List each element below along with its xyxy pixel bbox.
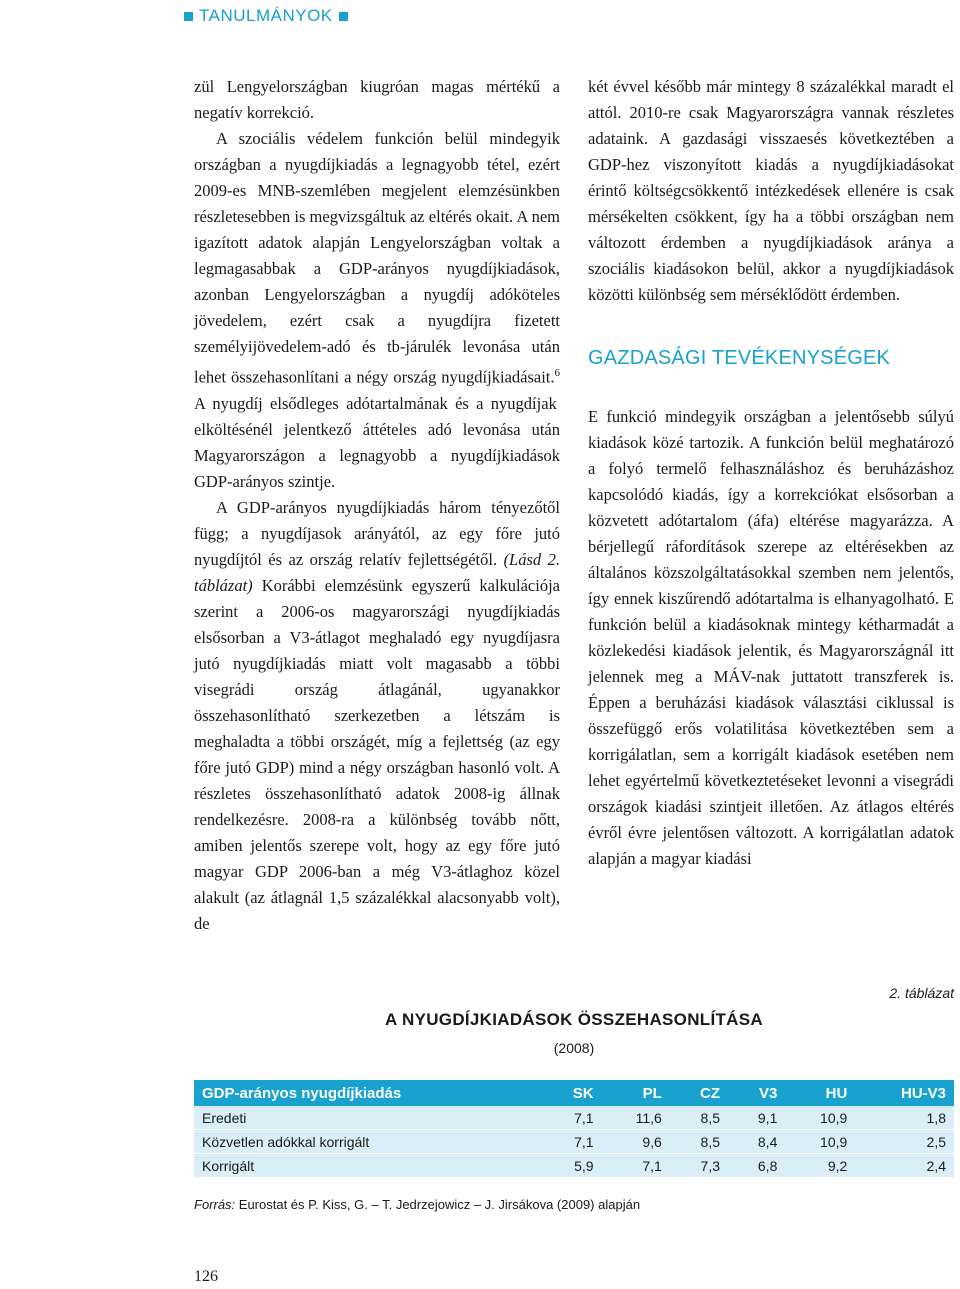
section-heading: GAZDASÁGI TEVÉKENYSÉGEK: [588, 347, 891, 369]
square-bullet-icon: [339, 12, 348, 21]
table-reference: (Lásd 2. táblázat): [194, 549, 560, 595]
table-cell: 7,1: [542, 1106, 602, 1130]
comparison-table: [194, 1080, 954, 1178]
table-row: [194, 1106, 954, 1130]
source-text: Eurostat és P. Kiss, G. – T. Jedrzejowicz – J. Jirsákova (2009) alapján: [235, 1197, 641, 1212]
table-cell: Korrigált: [194, 1154, 542, 1178]
table-cell: Eredeti: [194, 1106, 542, 1130]
table-cell: 11,6: [602, 1106, 670, 1130]
table-cell: Közvetlen adókkal korrigált: [194, 1130, 542, 1154]
table-cell: 7,1: [602, 1154, 670, 1178]
table-cell: 2,4: [855, 1154, 954, 1178]
paragraph: A szociális védelem funkción belül mindegyik országban a nyugdíjkiadás a legnagyobb tétel, ezért 2009-es MNB-szemlében megjelent elemzésünkben részletesebben is megvizsgáltuk az eltérés okait. A nem igazított adatok alapján Lengyelországban voltak a legmagasabbak a GDP-arányos nyugdíjkiadások, azonban Lengyelországban a nyugdíj adóköteles jövedelem, ezért csak a nyugdíjra fizetett személyijövedelem-adó és tb-járulék levonása után lehet összehasonlítani a négy ország nyugdíjkiadásait.$^6$ A nyugdíj elsődleges adótartalmának és a nyugdíjak elköltésénél jelentkező áttételes adó levonása után Magyarországon a legnagyobb a nyugdíjkiadások GDP-arányos szintje.: [194, 129, 560, 491]
column-header: PL: [602, 1080, 670, 1106]
table-cell: 9,1: [728, 1106, 785, 1130]
table-cell: 8,5: [670, 1106, 728, 1130]
paragraph: két évvel később már mintegy 8 százalékkal maradt el attól. 2010-re csak Magyarországra vannak részletes adataink. A gazdasági visszaesés következtében a GDP-hez viszonyított kiadás a nyugdíjkiadásokat érintő költségcsökkentő intézkedések ellenére is csak mérsékelten csökkent, így ha a többi országban nem változott érdemben a nyugdíjkiadások aránya a szociális kiadásokon belül, akkor a nyugdíjkiadások közötti különbség sem mérséklődött érdemben.: [588, 77, 954, 304]
table-row: [194, 1130, 954, 1154]
table-header-row: [194, 1080, 954, 1106]
right-column: [588, 74, 954, 872]
table-row: [194, 1154, 954, 1178]
table-cell: 7,1: [542, 1130, 602, 1154]
paragraph: A GDP-arányos nyugdíjkiadás három tényezőtől függ; a nyugdíjasok arányától, az egy főre jutó nyugdíjtól és az ország relatív fejlettségétől. (Lásd 2. táblázat) Korábbi elemzésünk egyszerű kalkulációja szerint a 2006-os magyarországi nyugdíjkiadás elsősorban a V3-átlagot meghaladó egy nyugdíjasra jutó nyugdíjkiadás miatt volt magasabb a többi visegrádi ország átlagánál, ugyanakkor összehasonlítható szerkezetben a létszám is meghaladta a többi országét, míg a fejlettség (az egy főre jutó GDP) mind a négy országban hasonló volt. A részletes összehasonlítható adatok 2008-ig állnak rendelkezésre. 2008-ra a különbség tovább nőtt, amiben jelentős szerepe volt, hogy az egy főre jutó magyar GDP 2006-ban a még V3-átlaghoz közel alakult (az átlagnál 1,5 százalékkal alacsonyabb volt), de: [194, 497, 560, 933]
page-number: 126: [194, 1268, 218, 1285]
column-header: V3: [728, 1080, 785, 1106]
column-header: GDP-arányos nyugdíjkiadás: [194, 1080, 542, 1106]
footnote-marker: 6: [554, 367, 560, 379]
table-cell: 10,9: [785, 1130, 855, 1154]
table-title: A NYUGDÍJKIADÁSOK ÖSSZEHASONLÍTÁSA: [385, 1010, 763, 1029]
paragraph: zül Lengyelországban kiugróan magas mértékű a negatív korrekció.: [194, 77, 560, 122]
table-subtitle: (2008): [553, 1040, 595, 1056]
table-cell: 8,4: [728, 1130, 785, 1154]
column-header: HU: [785, 1080, 855, 1106]
column-header: SK: [542, 1080, 602, 1106]
left-column: [194, 74, 560, 937]
table-cell: 10,9: [785, 1106, 855, 1130]
section-header: [178, 4, 354, 28]
table-cell: 2,5: [855, 1130, 954, 1154]
table-label: 2. táblázat: [889, 985, 954, 1001]
table-cell: 6,8: [728, 1154, 785, 1178]
table-cell: 7,3: [670, 1154, 728, 1178]
table-cell: 5,9: [542, 1154, 602, 1178]
paragraph: E funkció mindegyik országban a jelentősebb súlyú kiadások közé tartozik. A funkción belül meghatározó a folyó termelő felhasználáshoz és beruházáshoz kapcsolódó kiadás, így a korrekciókat elsősorban a közvetett adótartalom (áfa) eltérése magyarázza. A bérjellegű ráfordítások szerepe az eltérésekben az általános közszolgáltatásokkal szemben nem jelentős, így ennek kiszűrendő adótartalma is elhanyagolható. E funkción belül a kiadásoknak mintegy kétharmadát a közlekedési kiadások jelentik, és Magyarországnál itt jelennek meg a MÁV-nak juttatott transzferek is. Éppen a beruházási kiadások választási ciklussal is összefüggő erős volatilitása következtében sem a korrigálatlan, sem a korrigált kiadások esetében nem lehet egyértelmű következtetéseket levonni a visegrádi országok kiadási szintjeit illetően. Az átlagos eltérés évről évre jelentősen változott. A korrigálatlan adatok alapján a magyar kiadási: [588, 407, 954, 868]
source-label: Forrás:: [194, 1197, 236, 1212]
section-title: TANULMÁNYOK: [199, 6, 333, 25]
square-bullet-icon: [184, 12, 193, 21]
table-source: [194, 1197, 640, 1212]
table-cell: 1,8: [855, 1106, 954, 1130]
table-cell: 9,2: [785, 1154, 855, 1178]
table-cell: 8,5: [670, 1130, 728, 1154]
table-cell: 9,6: [602, 1130, 670, 1154]
column-header: HU-V3: [855, 1080, 954, 1106]
column-header: CZ: [670, 1080, 728, 1106]
